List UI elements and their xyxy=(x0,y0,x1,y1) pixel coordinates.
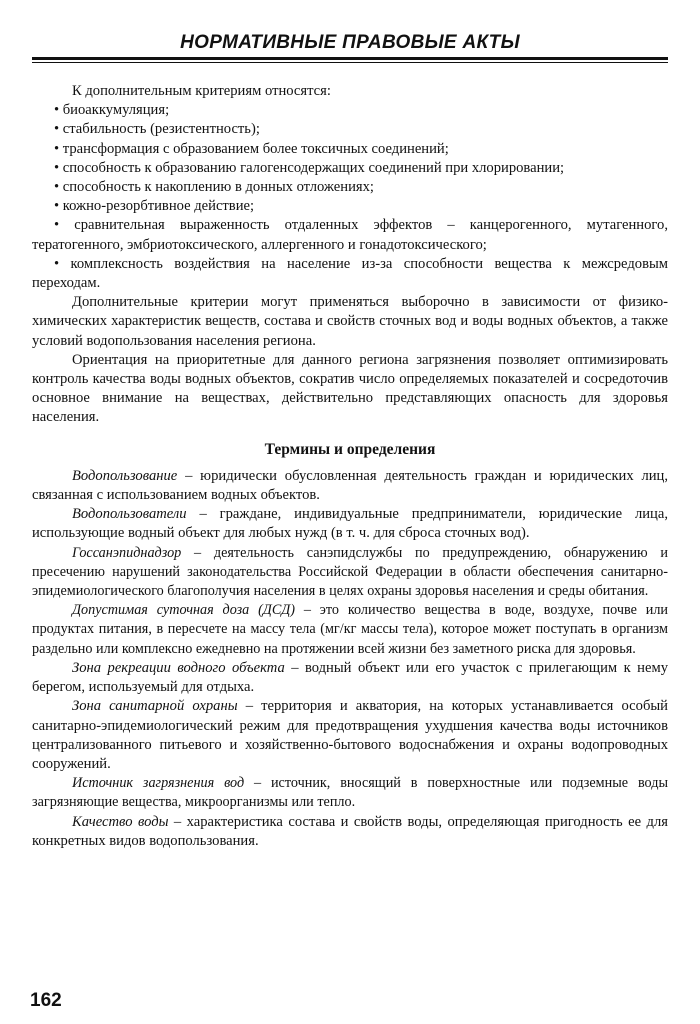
term-definition xyxy=(32,659,668,697)
term-definition xyxy=(32,467,668,505)
term-name: Водопользование xyxy=(72,467,178,484)
criterion-item: • стабильность (резистентность); xyxy=(54,121,260,138)
body-paragraph: Дополнительные критерии могут применяться выборочно в зависимости от физико-химических характеристик веществ, состава и свойств сточных вод и воды водных объектов, а также условий водопользования населения региона. xyxy=(32,294,668,349)
header-rule-thick xyxy=(32,57,668,60)
criterion-item: • кожно-резорбтивное действие; xyxy=(54,198,255,215)
term-text: – источник, вносящий в поверхностные или подземные воды загрязняющие вещества, микроорганизмы или тепло. xyxy=(32,775,668,811)
term-definition xyxy=(32,813,668,851)
page-number: 162 xyxy=(30,990,62,1011)
criteria-intro: К дополнительным критериям относятся: xyxy=(72,83,331,99)
term-name: Источник загрязнения вод xyxy=(72,775,245,792)
section-title: Термины и определения xyxy=(264,440,436,458)
running-header xyxy=(32,30,668,63)
page-body xyxy=(32,82,668,851)
term-definition xyxy=(32,601,668,659)
criterion-item: • трансформация с образованием более токсичных соединений; xyxy=(54,140,449,157)
term-definition xyxy=(32,544,668,602)
term-text: – юридически обусловленная деятельность граждан и юридических лиц, связанная с использованием водных объектов. xyxy=(32,467,668,504)
term-text: – характеристика состава и свойств воды, определяющая пригодность ее для конкретных видов водопользования. xyxy=(32,813,668,849)
term-name: Зона рекреации водного объекта xyxy=(72,659,285,676)
term-name: Зона санитарной охраны xyxy=(72,698,238,715)
criterion-item: • способность к образованию галогенсодержащих соединений при хлорировании; xyxy=(54,159,565,176)
term-name: Качество воды xyxy=(72,813,169,830)
term-definition xyxy=(32,697,668,774)
term-definition xyxy=(32,505,668,543)
term-text: – деятельность санэпидслужбы по предупреждению, обнаружению и пресечению нарушений законодательства Российской Федерации в области обеспечения санитарно-эпидемиологического благополучия населения в целях охраны здоровья населения и среды обитания. xyxy=(32,544,668,600)
term-text: – граждане, индивидуальные предприниматели, юридические лица, использующие водный объект для любых нужд (в т. ч. для сброса сточных вод). xyxy=(32,506,668,542)
term-text: – это количество вещества в воде, воздухе, почве или продуктах питания, в пересчете на массу тела (мг/кг массы тела), которое может поступать в организм раздельно или комплексно ежедневно на протяжении всей жизни без заметного риска для здоровья. xyxy=(32,602,668,657)
criterion-item: • способность к накоплению в донных отложениях; xyxy=(54,179,374,196)
term-name: Водопользователи xyxy=(72,506,187,523)
criterion-item: • биоаккумуляция; xyxy=(54,102,170,119)
header-title: НОРМАТИВНЫЕ ПРАВОВЫЕ АКТЫ xyxy=(180,32,520,53)
criterion-item: • комплексность воздействия на население из-за способности вещества к межсредовым переходам. xyxy=(32,255,668,292)
term-text: – водный объект или его участок с прилегающим к нему берегом, используемый для отдыха. xyxy=(32,659,668,696)
term-definition xyxy=(32,774,668,812)
criterion-item: • сравнительная выраженность отдаленных эффектов – канцерогенного, мутагенного, тератогенного, эмбриотоксического, аллергенного и гонадотоксического; xyxy=(32,217,668,253)
term-name: Допустимая суточная доза (ДСД) xyxy=(72,602,296,619)
term-text: – территория и акватория, на которых устанавливается особый санитарно-эпидемиологический режим для предотвращения ухудшения качества воды источников централизованного питьевого и хозяйственно-бытового водоснабжения и охраны водопроводных сооружений. xyxy=(32,698,668,772)
term-name: Госсанэпиднадзор xyxy=(72,544,182,561)
body-paragraph: Ориентация на приоритетные для данного региона загрязнения позволяет оптимизировать контроль качества воды водных объектов, сократив число определяемых показателей и сосредоточив основное внимание на веществах, действительно представляющих опасность для здоровья населения. xyxy=(32,351,668,426)
header-rule-thin xyxy=(32,62,668,63)
